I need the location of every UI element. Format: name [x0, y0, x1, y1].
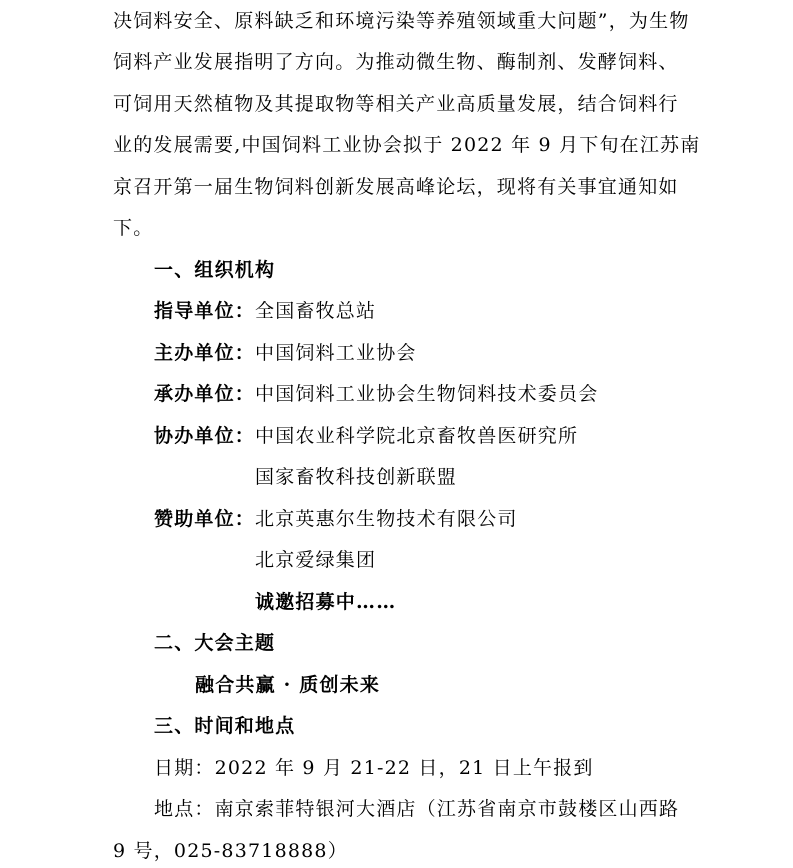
- guide-unit-value: 全国畜牧总站: [255, 300, 377, 322]
- conference-theme: 融合共赢 · 质创未来: [195, 674, 381, 696]
- intro-line-4: 业的发展需要,中国饲料工业协会拟于 2022 年 9 月下旬在江苏南: [113, 134, 701, 156]
- host-unit-value: 中国饲料工业协会: [255, 342, 417, 364]
- co-organizer-unit-value-2: 国家畜牧科技创新联盟: [255, 466, 458, 488]
- sponsor-unit-value-1: 北京英惠尔生物技术有限公司: [255, 508, 518, 530]
- section-heading-theme: 二、大会主题: [154, 632, 276, 654]
- event-place-line-1: 地点：南京索菲特银河大酒店（江苏省南京市鼓楼区山西路: [154, 798, 680, 820]
- event-place-line-2: 9 号，025-83718888）: [113, 840, 348, 862]
- organizer-unit-value: 中国饲料工业协会生物饲料技术委员会: [255, 383, 599, 405]
- sponsor-recruiting-note: 诚邀招募中……: [255, 591, 397, 613]
- event-date: 日期：2022 年 9 月 21-22 日，21 日上午报到: [154, 757, 594, 779]
- intro-line-1: 决饲料安全、原料缺乏和环境污染等养殖领域重大问题”，为生物: [113, 10, 690, 32]
- organizer-unit-label: 承办单位：: [154, 383, 256, 405]
- guide-unit-label: 指导单位：: [154, 300, 256, 322]
- co-organizer-unit-label: 协办单位：: [154, 425, 256, 447]
- co-organizer-unit-value-1: 中国农业科学院北京畜牧兽医研究所: [255, 425, 579, 447]
- intro-line-6: 下。: [113, 217, 154, 239]
- intro-line-5: 京召开第一届生物饲料创新发展高峰论坛，现将有关事宜通知如: [113, 176, 679, 198]
- intro-line-2: 饲料产业发展指明了方向。为推动微生物、酶制剂、发酵饲料、: [113, 51, 679, 73]
- sponsor-unit-value-2: 北京爱绿集团: [255, 549, 377, 571]
- section-heading-organization: 一、组织机构: [154, 259, 276, 281]
- section-heading-time-place: 三、时间和地点: [154, 715, 296, 737]
- host-unit-label: 主办单位：: [154, 342, 256, 364]
- sponsor-unit-label: 赞助单位：: [154, 508, 256, 530]
- intro-line-3: 可饲用天然植物及其提取物等相关产业高质量发展，结合饲料行: [113, 93, 679, 115]
